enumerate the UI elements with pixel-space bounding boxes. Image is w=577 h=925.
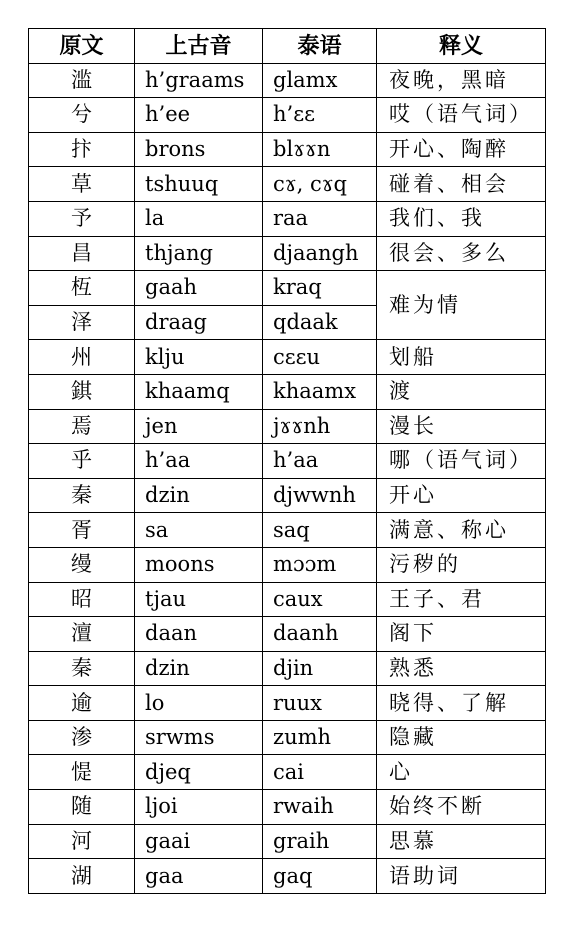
table-container <box>28 28 545 894</box>
cell-old-chinese: ljoi <box>135 790 263 825</box>
cell-thai: daanh <box>263 617 377 652</box>
cell-meaning: 很会、多么 <box>377 236 546 271</box>
cell-original-char: 昌 <box>29 236 135 271</box>
table-row <box>29 340 546 375</box>
table-row <box>29 824 546 859</box>
cell-meaning: 隐藏 <box>377 720 546 755</box>
cell-thai: djwwnh <box>263 478 377 513</box>
table-row <box>29 790 546 825</box>
cell-meaning: 阁下 <box>377 617 546 652</box>
table-row <box>29 63 546 98</box>
cell-original-char: 湖 <box>29 859 135 894</box>
cell-meaning: 碰着、相会 <box>377 167 546 202</box>
cell-old-chinese: tshuuq <box>135 167 263 202</box>
table-row <box>29 547 546 582</box>
cell-old-chinese: gaah <box>135 271 263 306</box>
cell-meaning: 哎（语气词） <box>377 98 546 133</box>
cell-thai: graih <box>263 824 377 859</box>
cell-original-char: 滥 <box>29 63 135 98</box>
cell-thai: raa <box>263 201 377 236</box>
cell-meaning: 渡 <box>377 374 546 409</box>
cell-meaning: 我们、我 <box>377 201 546 236</box>
cell-original-char: 錤 <box>29 374 135 409</box>
cell-original-char: 河 <box>29 824 135 859</box>
table-row <box>29 651 546 686</box>
cell-meaning: 晓得、了解 <box>377 686 546 721</box>
cell-meaning: 夜晚，黑暗 <box>377 63 546 98</box>
cell-meaning: 心 <box>377 755 546 790</box>
cell-meaning: 王子、君 <box>377 582 546 617</box>
cell-original-char: 随 <box>29 790 135 825</box>
cell-original-char: 予 <box>29 201 135 236</box>
cell-old-chinese: dzin <box>135 651 263 686</box>
cell-thai: caux <box>263 582 377 617</box>
table-row <box>29 720 546 755</box>
cell-thai: ruux <box>263 686 377 721</box>
cell-old-chinese: tjau <box>135 582 263 617</box>
cell-original-char: 秦 <box>29 478 135 513</box>
header-row <box>29 29 546 64</box>
cell-thai: mɔɔm <box>263 547 377 582</box>
cell-old-chinese: sa <box>135 513 263 548</box>
cell-old-chinese: h’graams <box>135 63 263 98</box>
cell-original-char: 草 <box>29 167 135 202</box>
cell-thai: zumh <box>263 720 377 755</box>
cell-old-chinese: daan <box>135 617 263 652</box>
cell-original-char: 枑 <box>29 271 135 306</box>
cell-meaning: 思慕 <box>377 824 546 859</box>
cell-thai: h’ɛɛ <box>263 98 377 133</box>
cell-original-char: 秦 <box>29 651 135 686</box>
cell-thai: djaangh <box>263 236 377 271</box>
cell-meaning: 哪（语气词） <box>377 444 546 479</box>
table-row <box>29 374 546 409</box>
table-row <box>29 686 546 721</box>
table-row <box>29 444 546 479</box>
cell-original-char: 缦 <box>29 547 135 582</box>
header-thai: 泰语 <box>263 29 377 64</box>
table-row <box>29 409 546 444</box>
cell-original-char: 焉 <box>29 409 135 444</box>
cell-old-chinese: h’aa <box>135 444 263 479</box>
cell-meaning: 始终不断 <box>377 790 546 825</box>
table-row <box>29 132 546 167</box>
cell-old-chinese: jen <box>135 409 263 444</box>
cell-original-char: 惿 <box>29 755 135 790</box>
cell-old-chinese: gaai <box>135 824 263 859</box>
cell-thai: glamx <box>263 63 377 98</box>
cell-old-chinese: dzin <box>135 478 263 513</box>
cell-original-char: 胥 <box>29 513 135 548</box>
cell-old-chinese: draag <box>135 305 263 340</box>
table-row <box>29 617 546 652</box>
cell-thai: djin <box>263 651 377 686</box>
cell-meaning: 语助词 <box>377 859 546 894</box>
cell-original-char: 泽 <box>29 305 135 340</box>
vocabulary-table <box>28 28 546 894</box>
cell-old-chinese: moons <box>135 547 263 582</box>
cell-old-chinese: gaa <box>135 859 263 894</box>
cell-original-char: 渗 <box>29 720 135 755</box>
cell-old-chinese: la <box>135 201 263 236</box>
cell-old-chinese: srwms <box>135 720 263 755</box>
cell-meaning: 开心、陶醉 <box>377 132 546 167</box>
cell-thai: qdaak <box>263 305 377 340</box>
table-row <box>29 167 546 202</box>
cell-old-chinese: lo <box>135 686 263 721</box>
cell-original-char: 乎 <box>29 444 135 479</box>
cell-old-chinese: khaamq <box>135 374 263 409</box>
cell-thai: jɤɤnh <box>263 409 377 444</box>
cell-original-char: 昭 <box>29 582 135 617</box>
cell-old-chinese: thjang <box>135 236 263 271</box>
cell-thai: gaq <box>263 859 377 894</box>
table-row <box>29 755 546 790</box>
cell-meaning: 污秽的 <box>377 547 546 582</box>
cell-original-char: 兮 <box>29 98 135 133</box>
table-row <box>29 236 546 271</box>
cell-thai: khaamx <box>263 374 377 409</box>
cell-original-char: 澶 <box>29 617 135 652</box>
cell-meaning: 满意、称心 <box>377 513 546 548</box>
table-row <box>29 271 546 306</box>
cell-meaning: 熟悉 <box>377 651 546 686</box>
cell-original-char: 抃 <box>29 132 135 167</box>
cell-thai: cɤ, cɤq <box>263 167 377 202</box>
table-row <box>29 478 546 513</box>
cell-thai: h’aa <box>263 444 377 479</box>
cell-meaning: 漫长 <box>377 409 546 444</box>
header-original-text: 原文 <box>29 29 135 64</box>
header-meaning: 释义 <box>377 29 546 64</box>
table-row <box>29 513 546 548</box>
table-row <box>29 582 546 617</box>
cell-thai: cɛɛu <box>263 340 377 375</box>
cell-meaning: 划船 <box>377 340 546 375</box>
header-old-chinese: 上古音 <box>135 29 263 64</box>
cell-thai: cai <box>263 755 377 790</box>
table-row <box>29 98 546 133</box>
table-body <box>29 63 546 893</box>
cell-old-chinese: klju <box>135 340 263 375</box>
cell-original-char: 州 <box>29 340 135 375</box>
cell-thai: blɤɤn <box>263 132 377 167</box>
cell-old-chinese: djeq <box>135 755 263 790</box>
cell-thai: rwaih <box>263 790 377 825</box>
cell-old-chinese: h’ee <box>135 98 263 133</box>
cell-old-chinese: brons <box>135 132 263 167</box>
cell-thai: kraq <box>263 271 377 306</box>
table-row <box>29 201 546 236</box>
cell-meaning: 开心 <box>377 478 546 513</box>
cell-thai: saq <box>263 513 377 548</box>
table-row <box>29 859 546 894</box>
cell-original-char: 逾 <box>29 686 135 721</box>
cell-meaning: 难为情 <box>377 271 546 340</box>
